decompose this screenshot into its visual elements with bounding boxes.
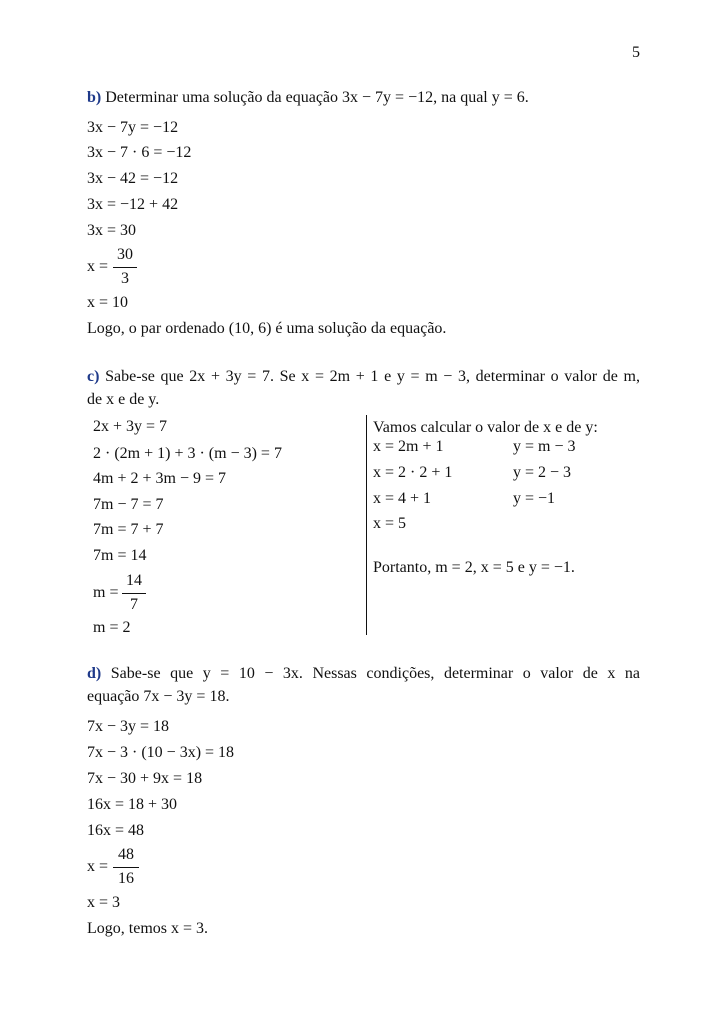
fraction: [87, 846, 157, 890]
y-step: y = m − 3: [513, 438, 576, 455]
equation-step: 7m = 14: [93, 547, 147, 564]
x-step: x = 2m + 1: [373, 438, 444, 455]
fraction-lhs: x =: [87, 258, 109, 275]
fraction: [93, 572, 153, 616]
right-column-conclusion: Portanto, m = 2, x = 5 e y = −1.: [373, 559, 575, 576]
right-column-title: Vamos calcular o valor de x e de y:: [373, 419, 598, 436]
equation-step: 3x − 42 = −12: [87, 170, 179, 187]
page-number: 5: [632, 44, 640, 61]
equation-step: 7x − 3y = 18: [87, 718, 170, 735]
equation-step: 3x − 7y = −12: [87, 119, 179, 136]
y-step: y = −1: [513, 490, 556, 507]
fraction-lhs: x =: [87, 858, 109, 875]
x-step: x = 5: [373, 515, 407, 532]
column-divider: [366, 415, 367, 635]
y-step: y = 2 − 3: [513, 464, 572, 481]
item-b-conclusion: Logo, o par ordenado (10, 6) é uma solução da equação.: [87, 320, 447, 337]
equation-step: 7x − 3 · (10 − 3x) = 18: [87, 744, 235, 761]
fraction-denominator: 3: [121, 270, 129, 287]
equation-result: x = 3: [87, 894, 121, 911]
equation-step: 16x = 18 + 30: [87, 796, 178, 813]
equation-step: 7m − 7 = 7: [93, 496, 164, 513]
item-d-statement-cont: equação 7x − 3y = 18.: [87, 688, 230, 705]
equation-step: 3x − 7 · 6 = −12: [87, 144, 192, 161]
equation-step: 2 · (2m + 1) + 3 · (m − 3) = 7: [93, 445, 282, 462]
item-c-text: Sabe-se que 2x + 3y = 7. Se x = 2m + 1 e y = m − 3, determinar o valor de m,: [105, 368, 641, 385]
fraction-denominator: 16: [118, 870, 134, 887]
fraction-numerator: 30: [117, 246, 133, 263]
fraction-bar: [122, 593, 146, 594]
item-d-text: Sabe-se que y = 10 − 3x. Nessas condições, determinar o valor de x na: [110, 665, 641, 682]
equation-step: 7x − 30 + 9x = 18: [87, 770, 203, 787]
item-c-statement: [87, 367, 640, 387]
equation-step: 4m + 2 + 3m − 9 = 7: [93, 470, 226, 487]
item-c-label: c): [87, 368, 100, 385]
equation-result: x = 10: [87, 294, 129, 311]
fraction-bar: [113, 867, 139, 868]
item-d-statement: [87, 664, 640, 684]
equation-step: 3x = −12 + 42: [87, 196, 179, 213]
item-b-text: Determinar uma solução da equação 3x − 7y = −12, na qual y = 6.: [105, 89, 529, 106]
fraction-denominator: 7: [130, 596, 138, 613]
item-b-label: b): [87, 89, 102, 106]
item-b-statement: [87, 88, 529, 108]
fraction-lhs: m =: [93, 584, 119, 601]
item-d-label: d): [87, 665, 102, 682]
item-c-statement-cont: de x e de y.: [87, 391, 160, 408]
fraction-numerator: 48: [118, 846, 134, 863]
equation-step: 7m = 7 + 7: [93, 521, 164, 538]
item-d-conclusion: Logo, temos x = 3.: [87, 920, 209, 937]
x-step: x = 2 · 2 + 1: [373, 464, 453, 481]
fraction-bar: [113, 267, 137, 268]
equation-step: 2x + 3y = 7: [93, 418, 168, 435]
equation-step: 3x = 30: [87, 222, 137, 239]
equation-result: m = 2: [93, 619, 131, 636]
fraction: [87, 246, 147, 290]
fraction-numerator: 14: [126, 572, 142, 589]
x-step: x = 4 + 1: [373, 490, 432, 507]
equation-step: 16x = 48: [87, 822, 145, 839]
